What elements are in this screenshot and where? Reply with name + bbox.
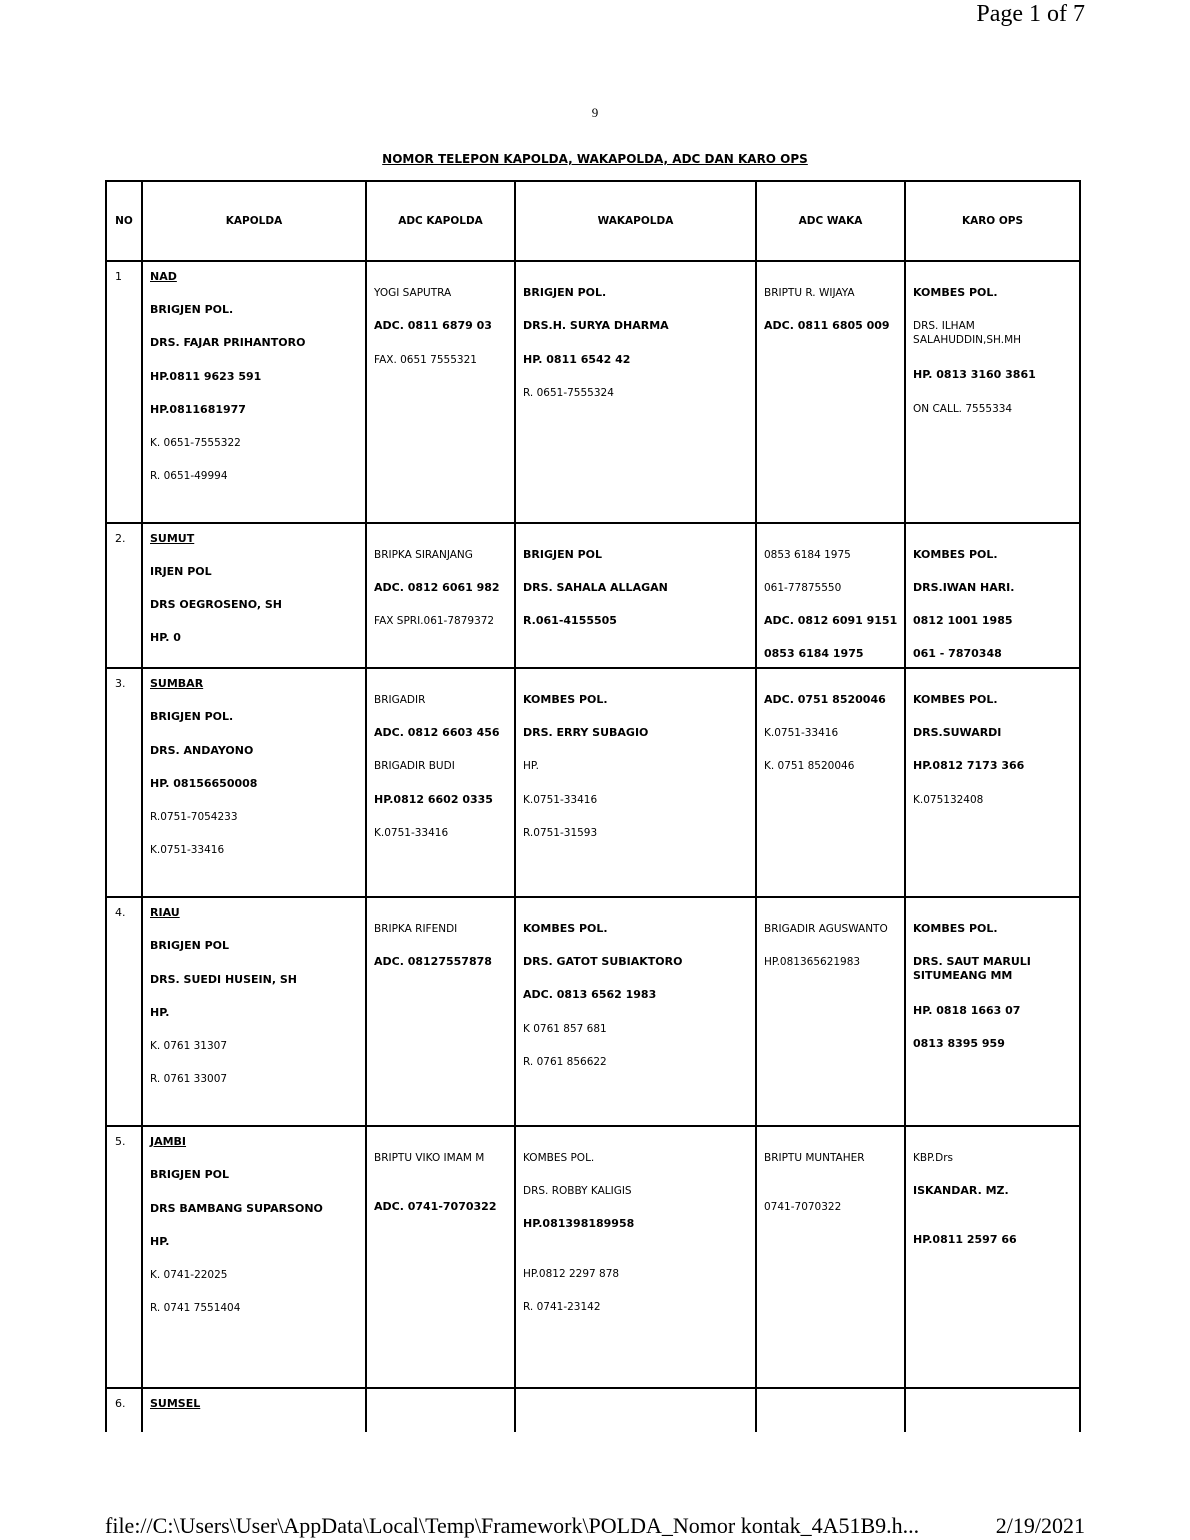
contact-line: BRIPTU MUNTAHER [764, 1152, 865, 1164]
contact-line: BRIGJEN POL [150, 939, 230, 952]
contact-line: BRIGADIR AGUSWANTO [764, 923, 888, 935]
contact-line: DRS. ILHAM SALAHUDDIN,SH.MH [913, 320, 1022, 346]
contact-line: BRIPTU VIKO IMAM M [374, 1152, 485, 1164]
contact-line: DRS BAMBANG SUPARSONO [150, 1202, 323, 1215]
contact-line: BRIGADIR BUDI [374, 760, 455, 772]
contact-line: R. 0741-23142 [523, 1301, 601, 1313]
contact-line: BRIPKA RIFENDI [374, 923, 458, 935]
contact-line: BRIGJEN POL. [523, 286, 607, 299]
contact-line: HP.081398189958 [523, 1217, 635, 1230]
footer-file-path: file://C:\Users\User\AppData\Local\Temp\Framework\POLDA_Nomor kontak_4A51B9.h... [105, 1513, 920, 1538]
row-number-cell [106, 523, 142, 668]
region-name: SUMUT [150, 532, 195, 545]
karo-ops-cell [905, 1388, 1080, 1432]
contact-line: ADC. 0813 6562 1983 [523, 988, 657, 1001]
contact-line: 061 - 7870348 [913, 647, 1002, 660]
contact-line: HP. [150, 1006, 170, 1019]
adc-waka-cell [756, 523, 905, 668]
contact-line: K. 0761 31307 [150, 1040, 228, 1052]
row-number: 5. [115, 1135, 126, 1148]
contact-line: ADC. 0751 8520046 [764, 693, 886, 706]
adc-kapolda-cell [366, 523, 515, 668]
adc-kapolda-cell [366, 668, 515, 897]
contact-line: HP.081365621983 [764, 956, 861, 968]
kapolda-cell [142, 668, 366, 897]
wakapolda-cell [515, 523, 756, 668]
contact-line: HP.0811 9623 591 [150, 370, 262, 383]
kapolda-cell [142, 1388, 366, 1432]
row-number-cell [106, 897, 142, 1126]
contact-line: K 0761 857 681 [523, 1023, 607, 1035]
contact-line: 0853 6184 1975 [764, 549, 851, 561]
karo-ops-cell [905, 897, 1080, 1126]
karo-ops-cell [905, 1126, 1080, 1388]
contact-line: ADC. 0811 6805 009 [764, 319, 890, 332]
table-row [106, 1126, 1080, 1388]
contact-line: FAX. 0651 7555321 [374, 354, 477, 366]
contact-line: HP. 0813 3160 3861 [913, 368, 1036, 381]
wakapolda-cell [515, 1126, 756, 1388]
row-number: 1 [115, 270, 122, 283]
adc-waka-cell [756, 261, 905, 523]
contact-line: ISKANDAR. MZ. [913, 1184, 1009, 1197]
contact-line: DRS. SAUT MARULI SITUMEANG MM [913, 955, 1031, 982]
row-number: 2. [115, 532, 126, 545]
karo-ops-cell [905, 668, 1080, 897]
column-header-wakapolda: WAKAPOLDA [515, 181, 756, 261]
contact-line: DRS.H. SURYA DHARMA [523, 319, 669, 332]
contact-line: HP. 0811 6542 42 [523, 353, 631, 366]
table-row [106, 261, 1080, 523]
contact-line: DRS. ERRY SUBAGIO [523, 726, 649, 739]
contact-line: DRS. SUEDI HUSEIN, SH [150, 973, 297, 986]
contact-line: KBP.Drs [913, 1152, 953, 1164]
wakapolda-cell [515, 1388, 756, 1432]
page-indicator: Page 1 of 7 [976, 1, 1085, 27]
contact-line: ON CALL. 7555334 [913, 403, 1013, 415]
wakapolda-cell [515, 668, 756, 897]
contact-line: BRIGJEN POL [150, 1168, 230, 1181]
contact-line: BRIGJEN POL. [150, 710, 234, 723]
contact-line: K. 0651-7555322 [150, 437, 241, 449]
document-title: NOMOR TELEPON KAPOLDA, WAKAPOLDA, ADC DAN KARO OPS [382, 152, 808, 166]
contact-line: DRS.IWAN HARI. [913, 581, 1015, 594]
contact-line: HP. 0 [150, 631, 181, 644]
contact-line: YOGI SAPUTRA [374, 287, 452, 299]
adc-waka-cell [756, 897, 905, 1126]
footer-date: 2/19/2021 [995, 1513, 1085, 1538]
contact-line: 0812 1001 1985 [913, 614, 1013, 627]
contact-table [105, 180, 1081, 1432]
contact-line: HP.0812 6602 0335 [374, 793, 493, 806]
contact-line: K. 0741-22025 [150, 1269, 228, 1281]
contact-line: BRIGJEN POL. [150, 303, 234, 316]
table-row [106, 668, 1080, 897]
row-number-cell [106, 668, 142, 897]
contact-line: BRIGJEN POL [523, 548, 603, 561]
contact-line: FAX SPRI.061-7879372 [374, 615, 495, 627]
contact-line: HP.0811681977 [150, 403, 246, 416]
contact-line: K.0751-33416 [764, 727, 839, 739]
contact-line: ADC. 0812 6603 456 [374, 726, 500, 739]
contact-line: HP. 08156650008 [150, 777, 258, 790]
contact-line: KOMBES POL. [913, 286, 998, 299]
contact-line: IRJEN POL [150, 565, 212, 578]
contact-line: DRS OEGROSENO, SH [150, 598, 282, 611]
region-name: SUMSEL [150, 1397, 201, 1410]
contact-line: K.075132408 [913, 794, 984, 806]
region-name: NAD [150, 270, 177, 283]
region-name: SUMBAR [150, 677, 204, 690]
kapolda-cell [142, 1126, 366, 1388]
adc-kapolda-cell [366, 261, 515, 523]
column-header-karo-ops: KARO OPS [905, 181, 1080, 261]
contact-line: 0813 8395 959 [913, 1037, 1005, 1050]
contact-line: 061-77875550 [764, 582, 842, 594]
contact-line: KOMBES POL. [523, 693, 608, 706]
adc-waka-cell [756, 1388, 905, 1432]
kapolda-cell [142, 897, 366, 1126]
contact-line: 0741-7070322 [764, 1201, 842, 1213]
contact-line: R. 0761 33007 [150, 1073, 228, 1085]
contact-line: KOMBES POL. [523, 922, 608, 935]
contact-line: 0853 6184 1975 [764, 647, 864, 660]
table-header-row [106, 181, 1080, 261]
table-row [106, 523, 1080, 668]
row-number: 3. [115, 677, 126, 690]
wakapolda-cell [515, 897, 756, 1126]
adc-kapolda-cell [366, 1126, 515, 1388]
adc-waka-cell [756, 1126, 905, 1388]
column-header-adc-waka: ADC WAKA [756, 181, 905, 261]
adc-kapolda-cell [366, 897, 515, 1126]
contact-line: K.0751-33416 [374, 827, 449, 839]
contact-line: ADC. 0812 6091 9151 [764, 614, 898, 627]
row-number-cell [106, 1388, 142, 1432]
contact-line: ADC. 08127557878 [374, 955, 492, 968]
contact-line: R.0751-31593 [523, 827, 598, 839]
contact-line: DRS. SAHALA ALLAGAN [523, 581, 668, 594]
contact-line: BRIPKA SIRANJANG [374, 549, 473, 561]
adc-kapolda-cell [366, 1388, 515, 1432]
contact-line: HP.0812 7173 366 [913, 759, 1025, 772]
contact-line: HP. 0818 1663 07 [913, 1004, 1021, 1017]
adc-waka-cell [756, 668, 905, 897]
contact-line: DRS.SUWARDI [913, 726, 1002, 739]
column-header-kapolda: KAPOLDA [142, 181, 366, 261]
row-number-cell [106, 1126, 142, 1388]
contact-line: HP.0812 2297 878 [523, 1268, 620, 1280]
wakapolda-cell [515, 261, 756, 523]
contact-line: K.0751-33416 [523, 794, 598, 806]
table-row [106, 1388, 1080, 1432]
contact-line: DRS. GATOT SUBIAKTORO [523, 955, 683, 968]
contact-line: K.0751-33416 [150, 844, 225, 856]
sheet-number: 9 [591, 105, 599, 120]
karo-ops-cell [905, 261, 1080, 523]
contact-line: R. 0651-7555324 [523, 387, 614, 399]
karo-ops-cell [905, 523, 1080, 668]
contact-line: R. 0761 856622 [523, 1056, 607, 1068]
contact-line: R.061-4155505 [523, 614, 617, 627]
contact-line: ADC. 0812 6061 982 [374, 581, 500, 594]
contact-line: ADC. 0811 6879 03 [374, 319, 492, 332]
contact-line: ADC. 0741-7070322 [374, 1200, 497, 1213]
contact-line: DRS. ROBBY KALIGIS [523, 1185, 632, 1197]
kapolda-cell [142, 261, 366, 523]
kapolda-cell [142, 523, 366, 668]
row-number: 6. [115, 1397, 126, 1410]
column-header-no: NO [106, 181, 142, 261]
contact-line: KOMBES POL. [913, 548, 998, 561]
contact-line: R. 0651-49994 [150, 470, 228, 482]
table-row [106, 897, 1080, 1126]
contact-line: KOMBES POL. [523, 1152, 595, 1164]
contact-line: DRS. FAJAR PRIHANTORO [150, 336, 306, 349]
row-number-cell [106, 261, 142, 523]
contact-line: KOMBES POL. [913, 922, 998, 935]
contact-line: R. 0741 7551404 [150, 1302, 241, 1314]
contact-line: HP. [523, 760, 539, 772]
print-footer [105, 1513, 1085, 1539]
region-name: RIAU [150, 906, 180, 919]
contact-line: DRS. ANDAYONO [150, 744, 254, 757]
contact-line: HP. [150, 1235, 170, 1248]
region-name: JAMBI [150, 1135, 187, 1148]
contact-line: BRIGADIR [374, 694, 426, 706]
contact-line: R.0751-7054233 [150, 811, 238, 823]
contact-line: HP.0811 2597 66 [913, 1233, 1017, 1246]
contact-line: BRIPTU R. WIJAYA [764, 287, 855, 299]
column-header-adc-kapolda: ADC KAPOLDA [366, 181, 515, 261]
contact-line: K. 0751 8520046 [764, 760, 855, 772]
contact-line: KOMBES POL. [913, 693, 998, 706]
row-number: 4. [115, 906, 126, 919]
